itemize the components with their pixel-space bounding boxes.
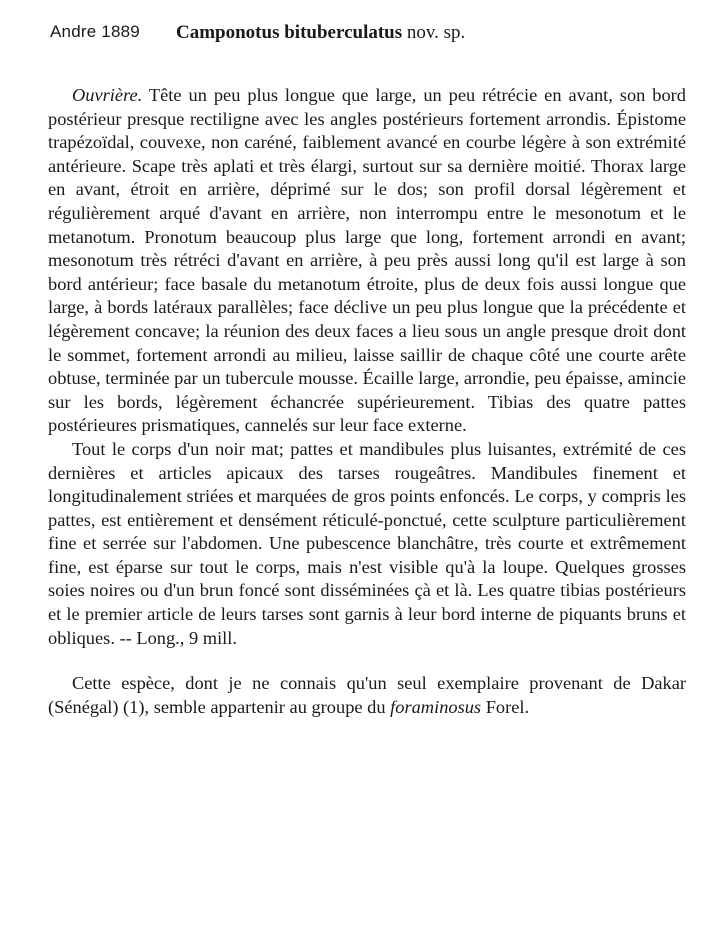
page-header [50,22,710,48]
group-name: foraminosus [390,696,482,717]
paragraph-coloration: Tout le corps d'un noir mat; pattes et mandibules plus luisantes, extrémité de ces dernières et articles apicaux des tarses rougeâtres. Mandibules finement et longitudinalement striées et marquées de gros points enfoncés. Le corps, y compris les pattes, est entièrement et densément réticulé-ponctué, cette sculpture particulièrement fine et serrée sur l'abdomen. Une pubescence blanchâtre, très courte et extrêmement fine, est éparse sur tout le corps, mais n'est visible qu'à la loupe. Quelques grosses soies noires ou d'un brun foncé sont disséminées çà et là. Les quatre tibias postérieurs et le premier article de leurs tarses sont garnis à leur bord interne de piquants bruns et obliques. -- Long., 9 mill. [48,438,686,648]
species-title [176,22,465,44]
paragraph-worker [48,84,686,438]
caste-label: Ouvrière. [72,85,143,105]
taxon-status: nov. sp. [406,22,466,43]
remarks-tail: Forel. [481,696,530,717]
paragraph-remarks [48,672,686,719]
genus-name: Camponotus [176,22,280,43]
remarks-text: Cette espèce, dont je ne connais qu'un seul exemplaire provenant de Dakar (Sénégal) (1), semble appartenir au groupe du [48,673,686,717]
author-year: Andre 1889 [50,22,140,41]
description-body [48,84,686,719]
worker-description: Tête un peu plus longue que large, un peu rétrécie en avant, son bord postérieur presque rectiligne avec les angles postérieurs fortement arrondis. Épistome trapézoïdal, couvexe, non caréné, faiblement avancé en courbe légère à son extrémité antérieure. Scape très aplati et très élargi, surtout sur sa dernière moitié. Thorax large en avant, étroit en arrière, déprimé sur le dos; son profil dorsal légèrement et régulièrement arqué d'avant en arrière, non interrompu entre le mesonotum et le metanotum. Pronotum beaucoup plus large que long, fortement arrondi en avant; mesonotum très rétréci d'avant en arrière, à peu près aussi long qu'il est large à son bord antérieur; face basale du metanotum étroite, plus de deux fois aussi longue que large, à bords latéraux parallèles; face déclive un peu plus longue que la précédente et légèrement concave; la réunion des deux faces a lieu sous un angle presque droit dont le sommet, fortement arrondi au milieu, laisse saillir de chaque côté une courte arête obtuse, terminée par un tubercule mousse. Écaille large, arrondie, peu épaisse, amincie sur les bords, légèrement échancrée supérieurement. Tibias des quatre pattes postérieures prismatiques, cannelés sur leur face externe. [48,85,686,436]
species-name: bituberculatus [284,22,403,43]
